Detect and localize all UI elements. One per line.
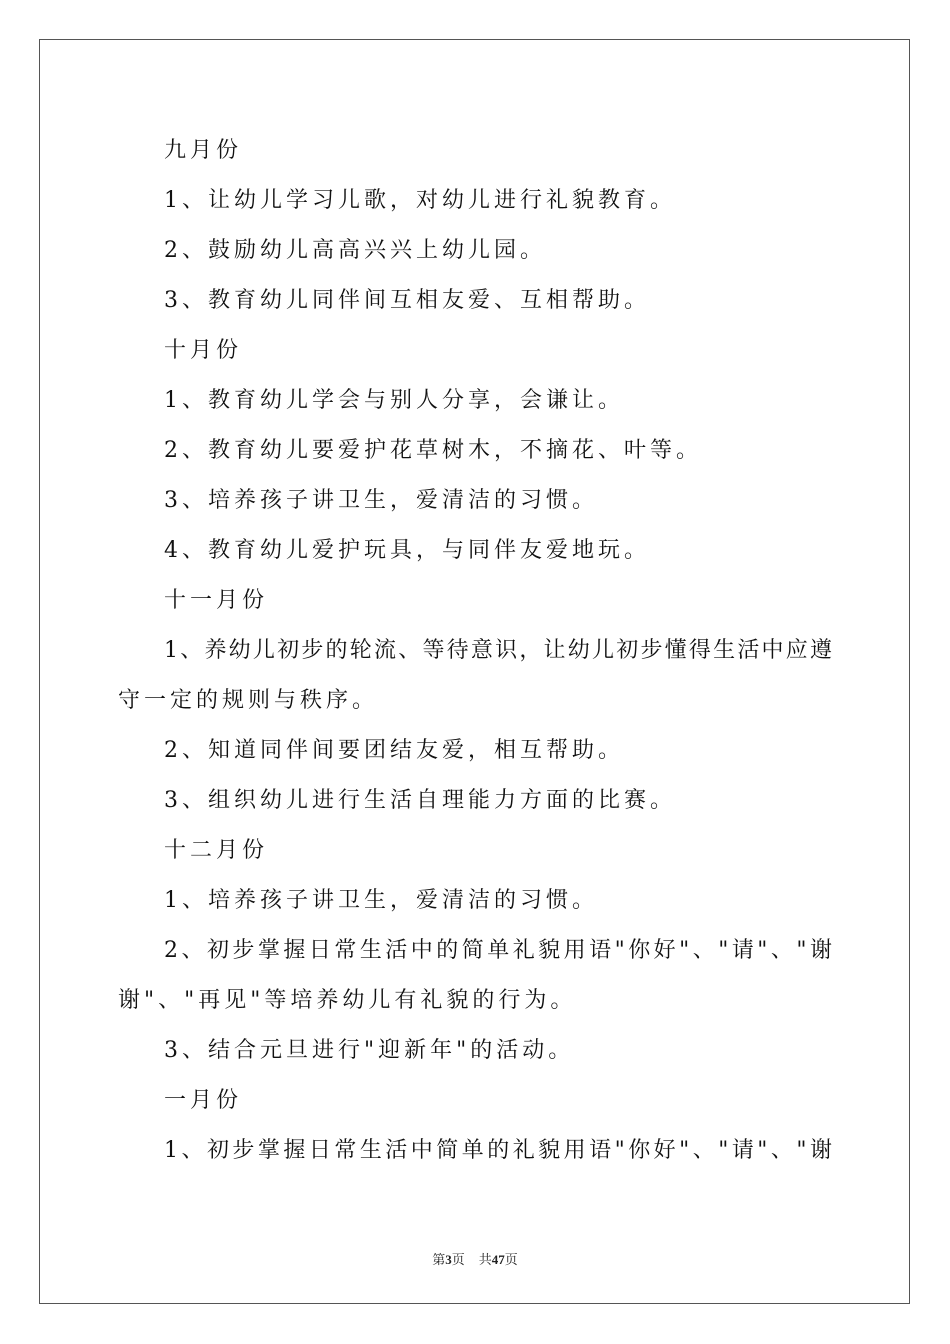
heading-january: 一月份 (164, 1088, 243, 1113)
total-suffix: 页 (504, 1252, 518, 1267)
paragraph: 1、教育幼儿学会与别人分享，会谦让。 (164, 388, 624, 413)
document-body (118, 126, 834, 1176)
page-prefix: 第 (432, 1252, 446, 1267)
paragraph: 1、让幼儿学习儿歌，对幼儿进行礼貌教育。 (164, 188, 676, 213)
total-prefix: 共 (478, 1252, 492, 1267)
paragraph: 2、鼓励幼儿高高兴兴上幼儿园。 (164, 238, 546, 263)
paragraph: 2、知道同伴间要团结友爱，相互帮助。 (164, 738, 624, 763)
page-current: 3 (445, 1252, 452, 1267)
paragraph: 3、培养孩子讲卫生，爱清洁的习惯。 (164, 488, 598, 513)
paragraph: 4、教育幼儿爱护玩具，与同伴友爱地玩。 (164, 538, 650, 563)
paragraph: 1、培养孩子讲卫生，爱清洁的习惯。 (164, 888, 598, 913)
page-suffix: 页 (451, 1252, 465, 1267)
paragraph: 3、教育幼儿同伴间互相友爱、互相帮助。 (164, 288, 650, 313)
paragraph: 3、组织幼儿进行生活自理能力方面的比赛。 (164, 788, 676, 813)
paragraph: 2、初步掌握日常生活中的简单礼貌用语"你好"、"请"、"谢 (164, 938, 834, 963)
paragraph: 3、结合元旦进行"迎新年"的活动。 (164, 1038, 575, 1063)
heading-december: 十二月份 (164, 838, 269, 863)
paragraph-continuation: 谢"、"再见"等培养幼儿有礼貌的行为。 (118, 988, 577, 1013)
paragraph: 1、初步掌握日常生活中简单的礼貌用语"你好"、"请"、"谢 (164, 1138, 834, 1163)
heading-november: 十一月份 (164, 588, 269, 613)
page-footer (0, 1249, 950, 1268)
paragraph: 2、教育幼儿要爱护花草树木，不摘花、叶等。 (164, 438, 702, 463)
paragraph: 1、养幼儿初步的轮流、等待意识，让幼儿初步懂得生活中应遵 (164, 638, 834, 663)
heading-september: 九月份 (164, 138, 243, 163)
page-total: 47 (491, 1252, 505, 1267)
heading-october: 十月份 (164, 338, 243, 363)
paragraph-continuation: 守一定的规则与秩序。 (118, 688, 379, 713)
